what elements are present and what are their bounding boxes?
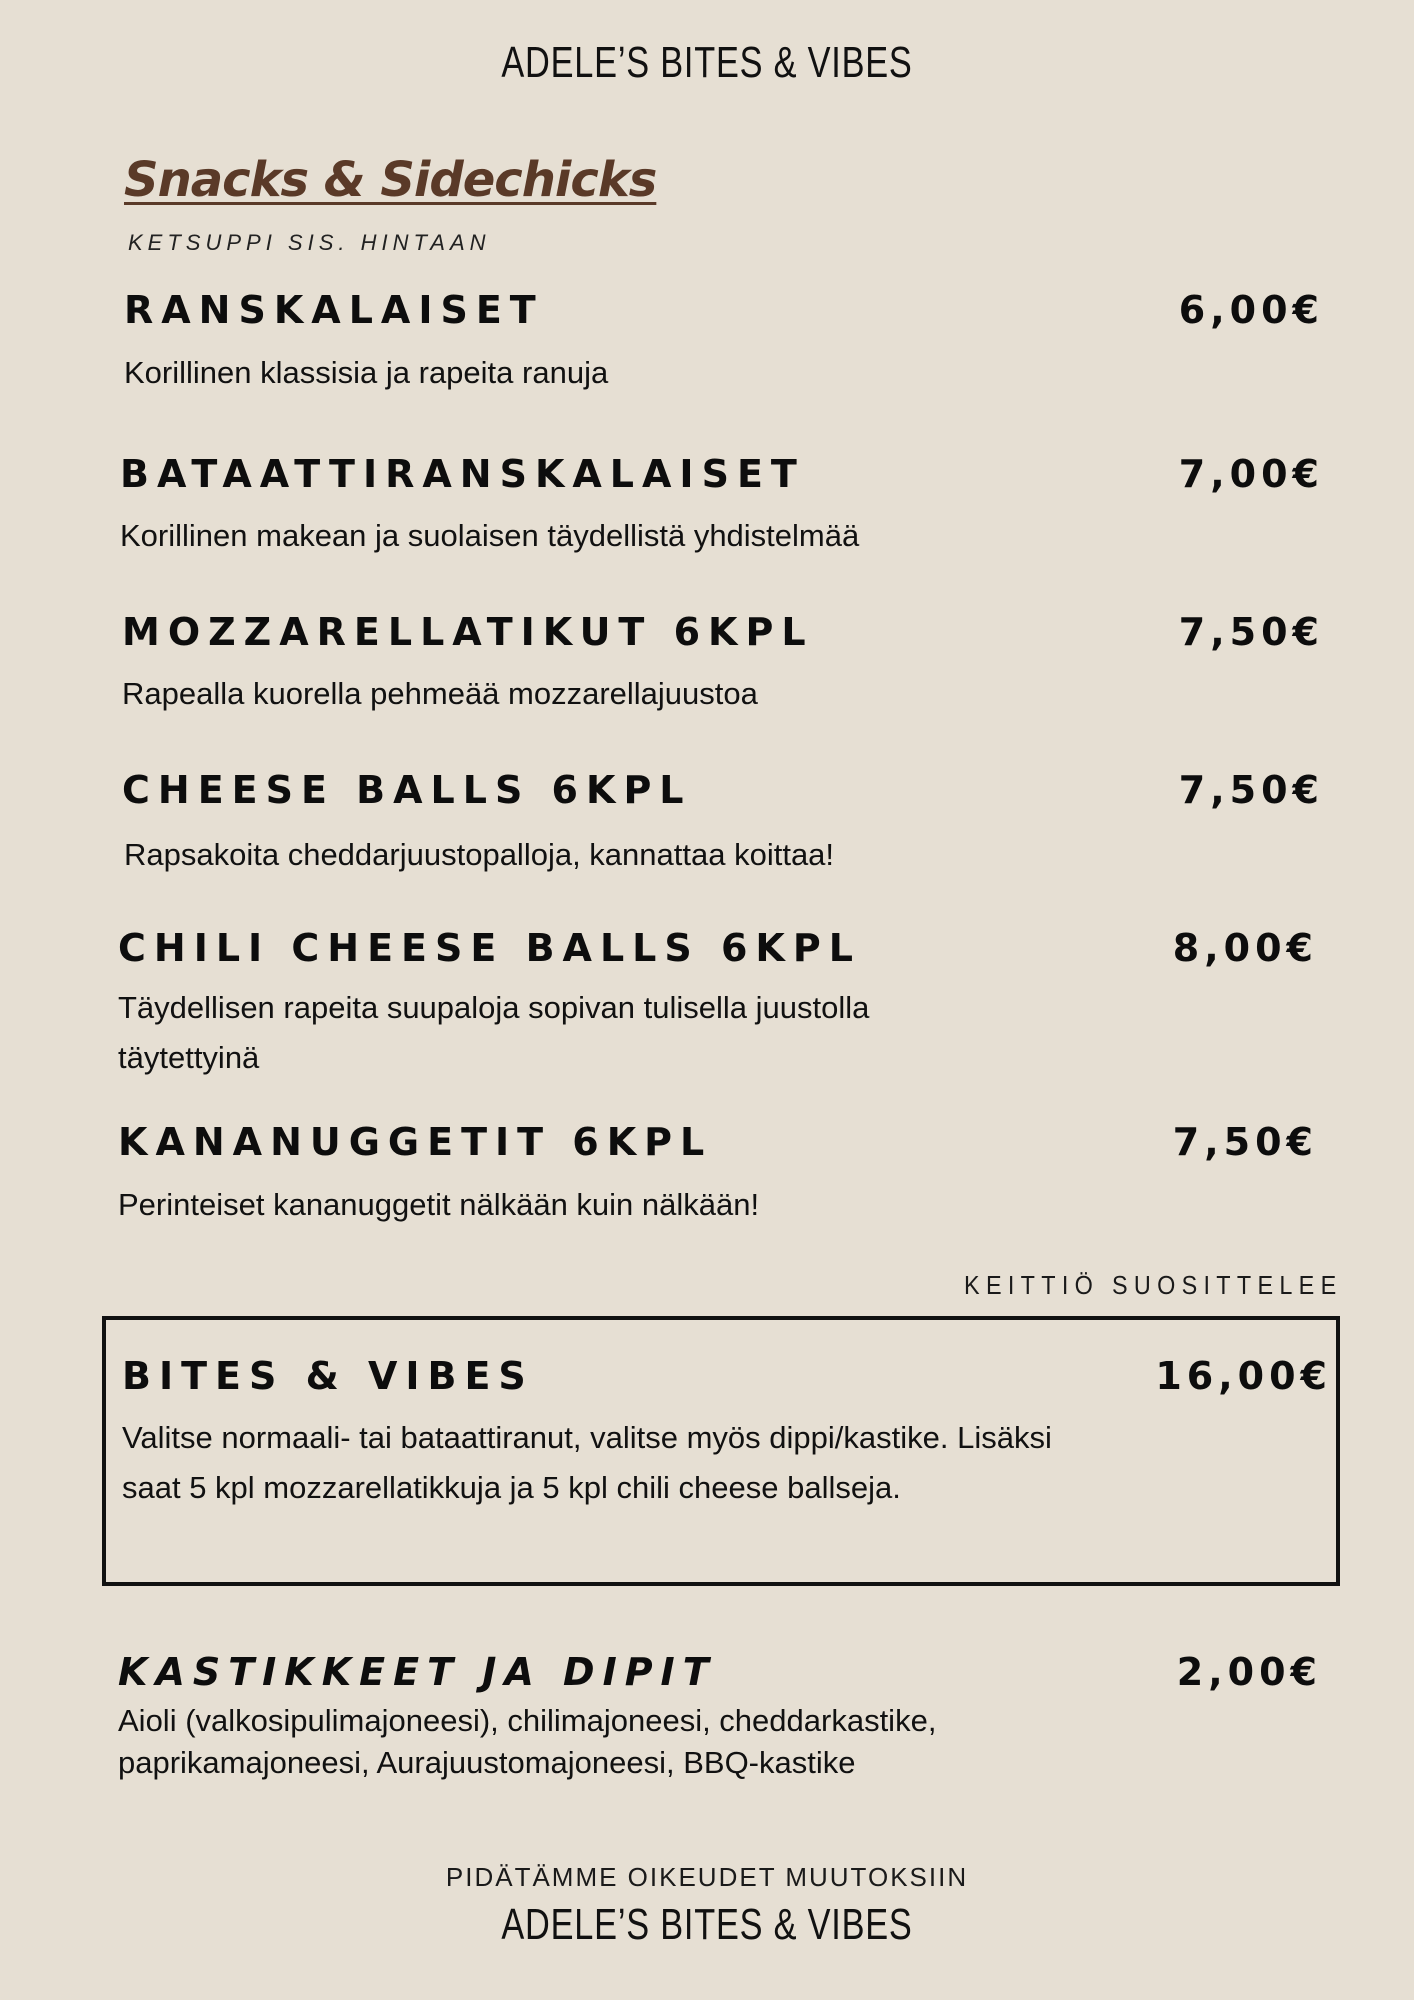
menu-item-price: 7,50€ xyxy=(1178,610,1324,654)
menu-item-name: BATAATTIRANSKALAISET xyxy=(120,452,805,496)
menu-item-description: Rapealla kuorella pehmeää mozzarellajuustoa xyxy=(122,676,758,711)
menu-item-description: Rapsakoita cheddarjuustopalloja, kannattaa koittaa! xyxy=(124,837,835,872)
menu-item-description: Korillinen klassisia ja rapeita ranuja xyxy=(124,355,609,390)
dips-title: KASTIKKEET JA DIPIT xyxy=(118,1650,717,1694)
brand-header: ADELE’S BITES & VIBES xyxy=(501,38,913,87)
menu-item-name: CHILI CHEESE BALLS 6KPL xyxy=(118,926,861,970)
menu-item-name: KANANUGGETIT 6KPL xyxy=(118,1120,713,1164)
menu-item-price: 7,50€ xyxy=(1172,1120,1318,1164)
menu-item-name: CHEESE BALLS 6KPL xyxy=(122,768,692,812)
featured-item-price: 16,00€ xyxy=(1155,1354,1332,1398)
menu-item-price: 6,00€ xyxy=(1178,288,1324,332)
featured-item-description: Valitse normaali- tai bataattiranut, valitse myös dippi/kastike. Lisäksi saat 5 kpl mozzarellatikkuja ja 5 kpl chili cheese ballseja. xyxy=(122,1420,1052,1505)
dips-description: Aioli (valkosipulimajoneesi), chilimajoneesi, cheddarkastike, paprikamajoneesi, Aurajuustomajoneesi, BBQ-kastike xyxy=(118,1703,937,1780)
section-title: Snacks & Sidechicks xyxy=(124,152,657,208)
menu-item-description: Täydellisen rapeita suupaloja sopivan tulisella juustolla täytettyinä xyxy=(118,990,870,1075)
section-note: KETSUPPI SIS. HINTAAN xyxy=(128,230,491,255)
dips-price: 2,00€ xyxy=(1176,1650,1322,1694)
menu-item-price: 8,00€ xyxy=(1172,926,1318,970)
brand-footer: ADELE’S BITES & VIBES xyxy=(501,1900,913,1949)
kitchen-recommends-label: KEITTIÖ SUOSITTELEE xyxy=(963,1270,1342,1300)
menu-item-description: Perinteiset kananuggetit nälkään kuin nälkään! xyxy=(118,1187,760,1222)
menu-item-name: MOZZARELLATIKUT 6KPL xyxy=(122,610,814,654)
menu-item-description: Korillinen makean ja suolaisen täydellistä yhdistelmää xyxy=(120,518,860,553)
menu-item-price: 7,50€ xyxy=(1178,768,1324,812)
footer-note: PIDÄTÄMME OIKEUDET MUUTOKSIIN xyxy=(445,1862,969,1892)
menu-item-name: RANSKALAISET xyxy=(124,288,544,332)
menu-item-price: 7,00€ xyxy=(1178,452,1324,496)
featured-item-name: BITES & VIBES xyxy=(122,1354,534,1398)
